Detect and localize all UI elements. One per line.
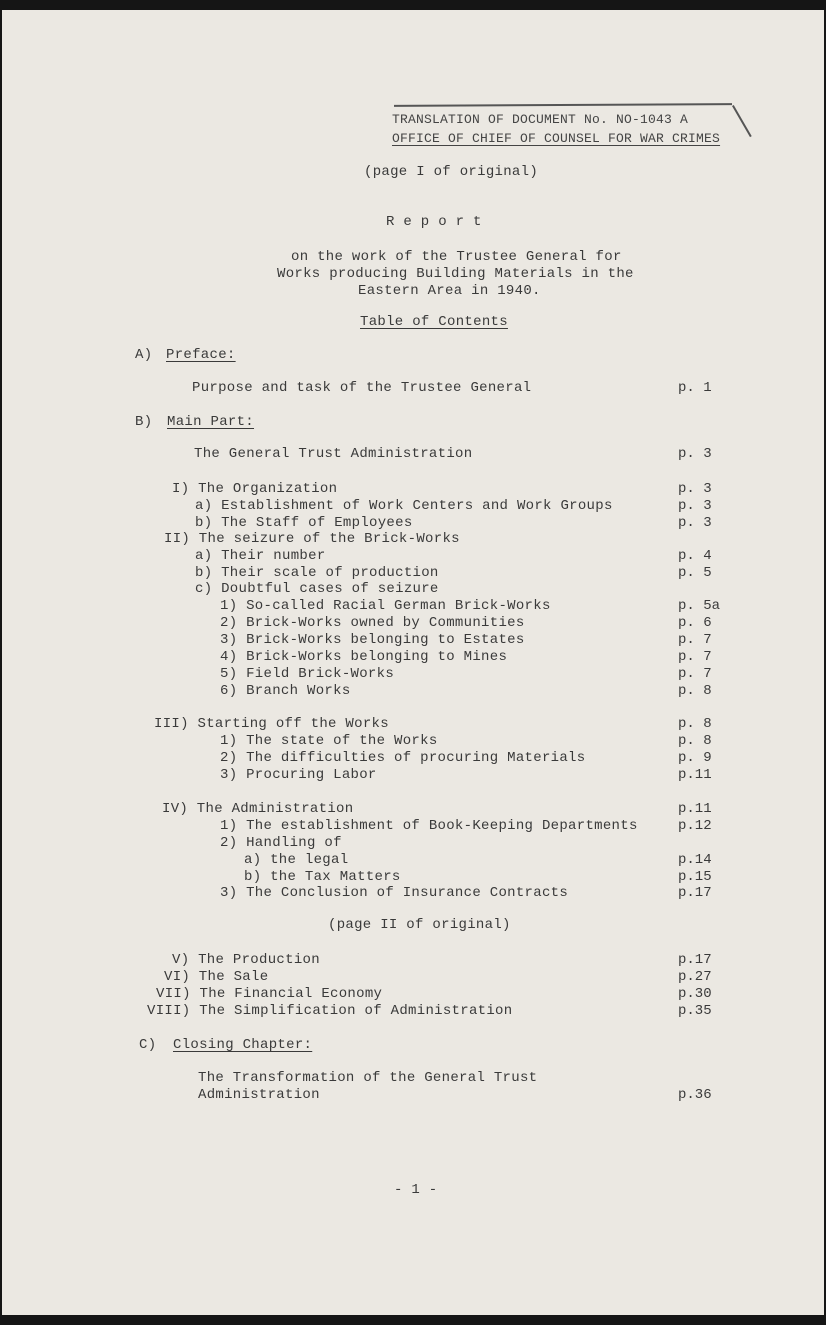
- toc-entry: 3) Procuring Labor: [220, 767, 377, 783]
- section-b-label: B): [135, 414, 153, 430]
- toc-page-number: p. 8: [678, 733, 712, 749]
- section-a-label: A): [135, 347, 153, 363]
- toc-entry: a) Establishment of Work Centers and Work Groups: [195, 498, 613, 514]
- toc-heading: Table of Contents: [360, 314, 508, 330]
- toc-entry: 1) The state of the Works: [220, 733, 438, 749]
- toc-page-number: p. 3: [678, 481, 712, 497]
- toc-page-number: p. 6: [678, 615, 712, 631]
- toc-entry: The Transformation of the General Trust: [198, 1070, 538, 1086]
- toc-page-number: p.11: [678, 801, 712, 817]
- toc-page-number: p. 5a: [678, 598, 721, 614]
- toc-page-number: p.15: [678, 869, 712, 885]
- page-footer-number: - 1 -: [394, 1182, 438, 1198]
- toc-entry: b) The Staff of Employees: [195, 515, 413, 531]
- toc-entry: b) the Tax Matters: [244, 869, 401, 885]
- toc-page-number: p.14: [678, 852, 712, 868]
- toc-page-number: p. 7: [678, 632, 712, 648]
- subtitle-line-3: Eastern Area in 1940.: [358, 283, 541, 299]
- toc-page-number: p. 7: [678, 649, 712, 665]
- toc-page-number: p.12: [678, 818, 712, 834]
- toc-entry: 3) The Conclusion of Insurance Contracts: [220, 885, 569, 901]
- toc-entry: b) Their scale of production: [195, 565, 439, 581]
- toc-page-number: p. 8: [678, 716, 712, 732]
- section-c-title: Closing Chapter:: [173, 1037, 313, 1053]
- toc-entry: 1) So-called Racial German Brick-Works: [220, 598, 551, 614]
- toc-entry: 1) The establishment of Book-Keeping Departments: [220, 818, 638, 834]
- toc-entry: II) The seizure of the Brick-Works: [164, 531, 460, 547]
- header-line-2: OFFICE OF CHIEF OF COUNSEL FOR WAR CRIMES: [392, 131, 721, 146]
- toc-entry: 2) Brick-Works owned by Communities: [220, 615, 525, 631]
- header-rule: [394, 103, 732, 107]
- toc-entry: 5) Field Brick-Works: [220, 666, 395, 682]
- toc-page-number: p. 3: [678, 446, 712, 462]
- toc-entry: VIII) The Simplification of Administration: [147, 1003, 513, 1019]
- toc-page-number: p.17: [678, 885, 712, 901]
- subtitle-line-2: Works producing Building Materials in the: [277, 266, 634, 282]
- toc-page-number: p.30: [678, 986, 712, 1002]
- toc-entry: VII) The Financial Economy: [156, 986, 383, 1002]
- toc-page-number: p. 9: [678, 750, 712, 766]
- toc-page-number: p. 3: [678, 515, 712, 531]
- toc-entry: a) the legal: [244, 852, 349, 868]
- page-note-2: (page II of original): [328, 917, 511, 933]
- toc-entry: VI) The Sale: [164, 969, 269, 985]
- toc-entry: Administration: [198, 1087, 320, 1103]
- toc-entry: a) Their number: [195, 548, 326, 564]
- toc-page-number: p.27: [678, 969, 712, 985]
- toc-page-number: p. 3: [678, 498, 712, 514]
- subtitle-line-1: on the work of the Trustee General for: [291, 249, 622, 265]
- toc-entry: 2) Handling of: [220, 835, 342, 851]
- toc-page-number: p. 8: [678, 683, 712, 699]
- report-title: R e p o r t: [386, 214, 482, 230]
- toc-page-number: p. 1: [678, 380, 712, 396]
- toc-page-number: p.11: [678, 767, 712, 783]
- section-a-title: Preface:: [166, 347, 236, 363]
- page-note-1: (page I of original): [364, 164, 539, 180]
- toc-page-number: p. 5: [678, 565, 712, 581]
- header-corner-mark: [732, 105, 752, 137]
- section-b-title: Main Part:: [167, 414, 255, 430]
- toc-page-number: p. 4: [678, 548, 712, 564]
- toc-entry: 3) Brick-Works belonging to Estates: [220, 632, 525, 648]
- document-page: [2, 10, 824, 1315]
- toc-entry: V) The Production: [172, 952, 320, 968]
- translation-header: [392, 110, 720, 148]
- header-line-1: TRANSLATION OF DOCUMENT No. NO-1043 A: [392, 112, 689, 127]
- toc-entry: 6) Branch Works: [220, 683, 351, 699]
- toc-entry: IV) The Administration: [162, 801, 354, 817]
- toc-page-number: p.17: [678, 952, 712, 968]
- toc-entry: c) Doubtful cases of seizure: [195, 581, 439, 597]
- toc-entry: The General Trust Administration: [194, 446, 473, 462]
- toc-entry: I) The Organization: [172, 481, 338, 497]
- section-c-label: C): [139, 1037, 157, 1053]
- toc-entry: III) Starting off the Works: [154, 716, 389, 732]
- toc-entry: Purpose and task of the Trustee General: [192, 380, 532, 396]
- toc-page-number: p.36: [678, 1087, 712, 1103]
- toc-entry: 4) Brick-Works belonging to Mines: [220, 649, 508, 665]
- toc-page-number: p. 7: [678, 666, 712, 682]
- toc-page-number: p.35: [678, 1003, 712, 1019]
- toc-entry: 2) The difficulties of procuring Materials: [220, 750, 586, 766]
